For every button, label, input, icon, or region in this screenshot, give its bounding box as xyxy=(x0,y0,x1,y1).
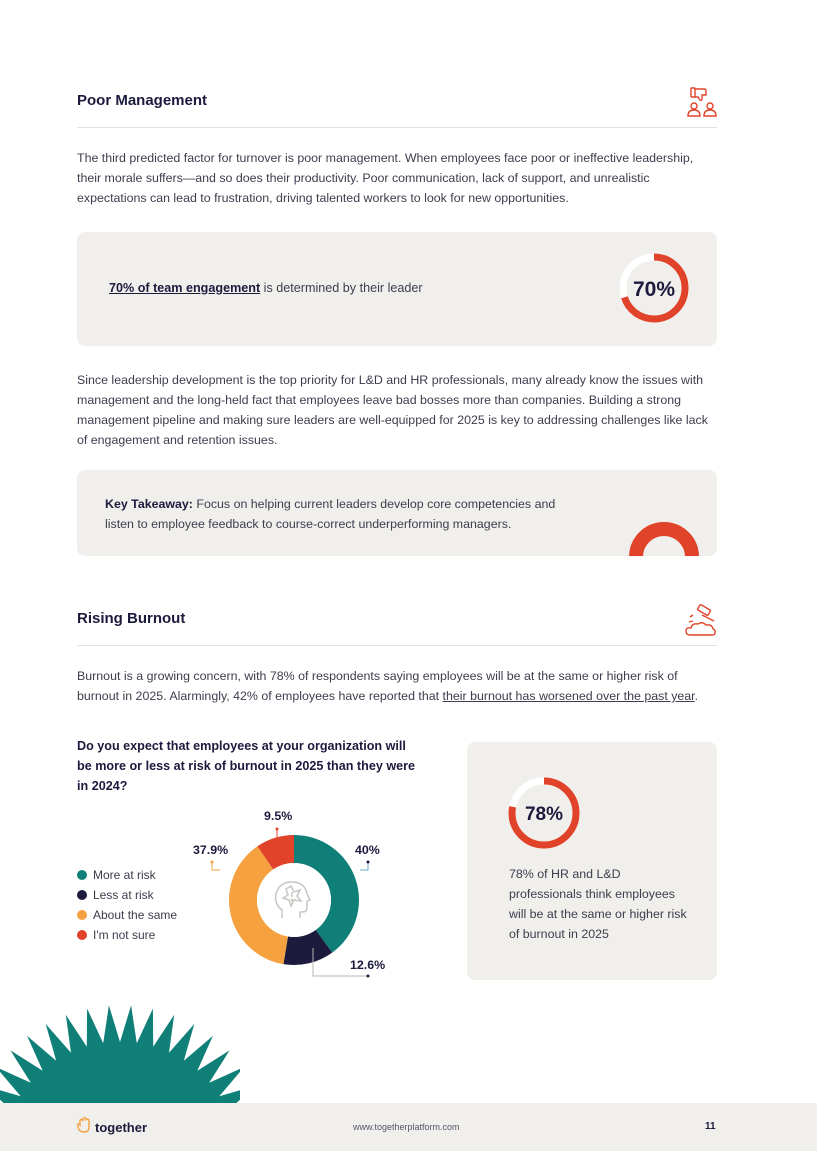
survey-question: Do you expect that employees at your organization will be more or less at risk of burnout in 2025 than they were in 2024? xyxy=(77,739,416,793)
thumbs-down-people-icon xyxy=(686,86,718,118)
legend-item-not-sure: I'm not sure xyxy=(77,925,177,945)
burnout-ring xyxy=(507,776,581,850)
legend-item-more-at-risk: More at risk xyxy=(77,865,177,885)
page-number: 11 xyxy=(705,1121,716,1132)
decorative-starburst xyxy=(0,1000,240,1104)
footer xyxy=(0,1103,817,1151)
slice-label-not-sure: 9.5% xyxy=(264,809,293,823)
engagement-ring xyxy=(618,252,690,324)
burnout-stat-text: 78% of HR and L&D professionals think employees will be at the same or higher risk of burnout in 2025 xyxy=(509,867,687,941)
stat-text xyxy=(109,281,423,295)
slice-label-about-the-same: 37.9% xyxy=(193,843,229,857)
burnout-ring-label: 78% xyxy=(524,804,564,825)
brand-name: together xyxy=(95,1120,147,1135)
burnout-intro-end: . xyxy=(694,689,699,703)
section-title-rising-burnout: Rising Burnout xyxy=(77,610,186,627)
burnout-worsened-link[interactable]: their burnout has worsened over the past year xyxy=(442,689,695,703)
slice-label-more-at-risk: 40% xyxy=(355,843,380,857)
key-takeaway-body: Focus on helping current leaders develop core competencies and listen to employee feedback to course-correct underperforming managers. xyxy=(105,497,556,531)
footer-url[interactable]: www.togetherplatform.com xyxy=(353,1122,460,1132)
legend-dot xyxy=(77,890,87,900)
stat-card-engagement xyxy=(77,232,717,346)
legend-dot xyxy=(77,870,87,880)
section-title-poor-management: Poor Management xyxy=(77,92,208,109)
hand-wave-icon xyxy=(77,1117,91,1138)
key-takeaway-label: Key Takeaway: xyxy=(105,497,193,511)
stat-card-burnout xyxy=(467,742,717,980)
legend-item-less-at-risk: Less at risk xyxy=(77,885,177,905)
divider xyxy=(77,645,717,646)
burnout-intro-text: Burnout is a growing concern, with 78% of respondents saying employees will be at the same or higher risk of burnout in 2025. Alarmingly, 42% of employees have reported that xyxy=(77,669,678,703)
key-takeaway-text xyxy=(105,494,561,534)
burnout-donut-chart xyxy=(180,800,420,990)
chart-legend xyxy=(77,865,177,945)
poor-management-body: Since leadership development is the top priority for L&D and HR professionals, many already know the issues with management and the long-held fact that employees leave bad bosses more than companies. Building a strong management pipeline and making sure leaders are well-equipped for 2025 is key to addressing challenges like lack of engagement and retention issues. xyxy=(77,373,708,447)
engagement-ring-label: 70% xyxy=(632,278,676,301)
burnout-intro xyxy=(77,666,719,706)
divider xyxy=(77,127,717,128)
legend-dot xyxy=(77,910,87,920)
decorative-ring xyxy=(628,521,700,556)
brand-logo[interactable] xyxy=(77,1117,147,1138)
engagement-stat-link[interactable]: 70% of team engagement xyxy=(109,281,261,295)
legend-dot xyxy=(77,930,87,940)
slice-label-less-at-risk: 12.6% xyxy=(350,958,386,972)
poor-management-intro: The third predicted factor for turnover is poor management. When employees face poor or ineffective leadership, their morale suffers—and so does their productivity. Poor communication, lack of support, and unrealistic expectations can lead to frustration, driving talented workers to look for new opportunities. xyxy=(77,151,694,205)
engagement-stat-rest: is determined by their leader xyxy=(260,281,423,295)
legend-item-about-the-same: About the same xyxy=(77,905,177,925)
gavel-cloud-icon xyxy=(684,603,718,637)
key-takeaway-card xyxy=(77,470,717,556)
